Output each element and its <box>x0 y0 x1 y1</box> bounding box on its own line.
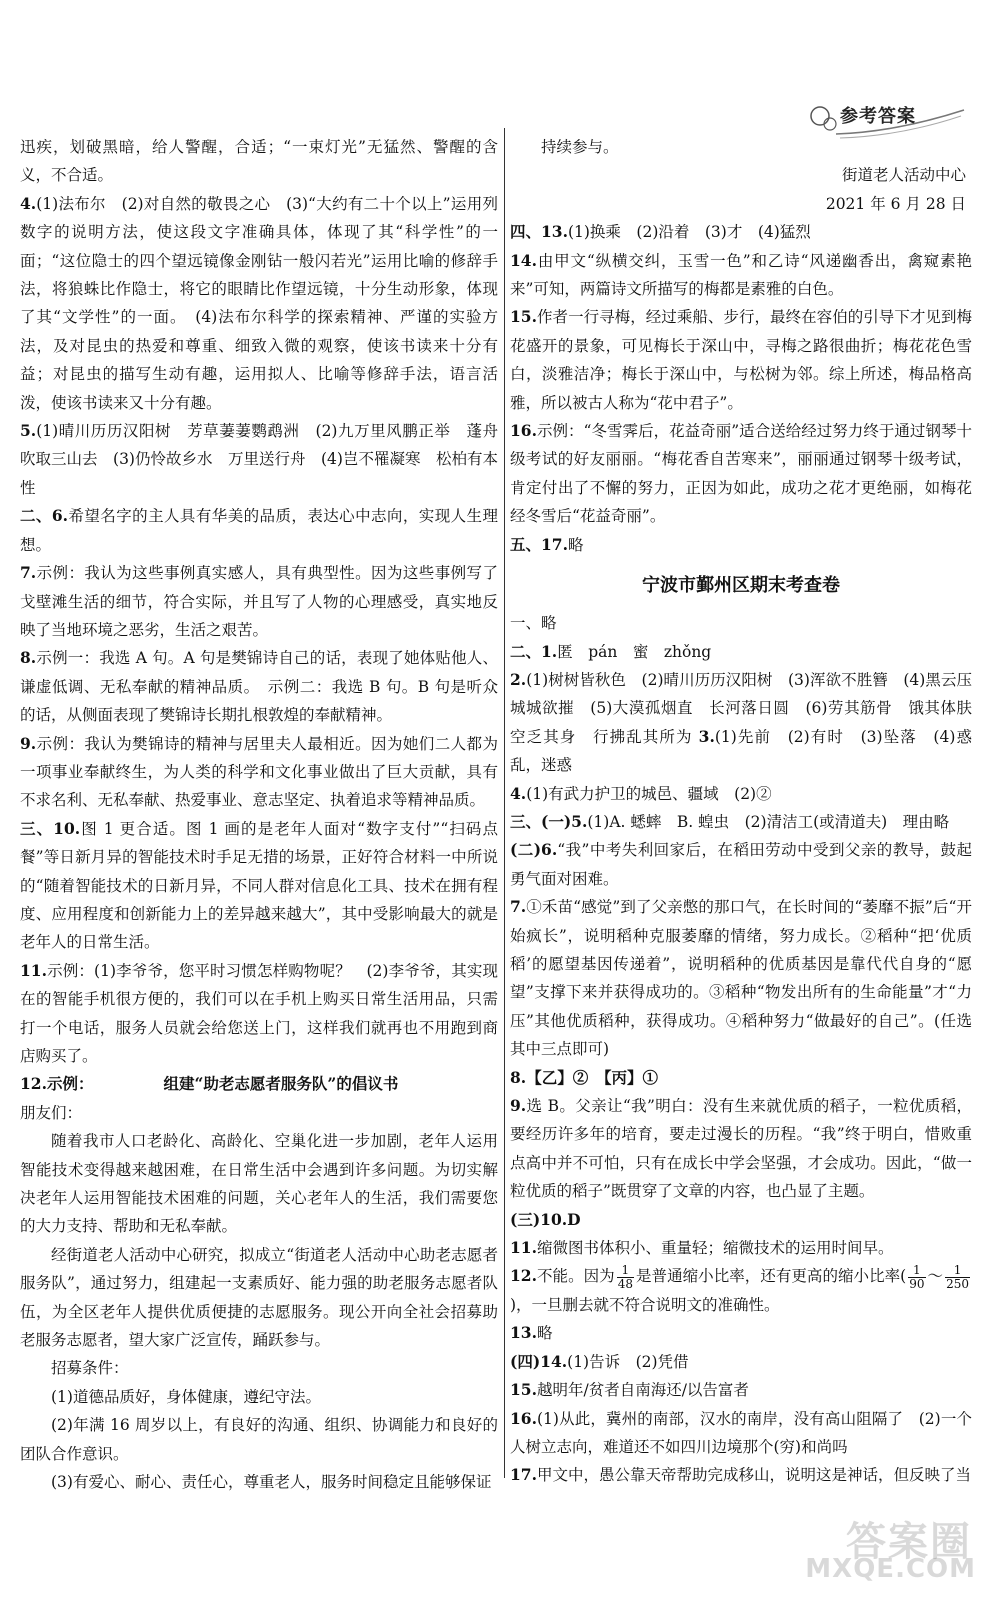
answer-12-heading: 12.示例： 组建“助老志愿者服务队”的倡议书 <box>20 1074 399 1094</box>
signature-date: 2021 年 6 月 28 日 <box>825 194 966 213</box>
exam-answer-12: 12.不能。因为 $\frac{1}{48}$ 是普通缩小比率，还有更高的缩小比率( $\frac{1}{90}$ ～ $\frac{1}{250}$ )，一旦删去就不符合说明文的准确性。 <box>510 1262 969 1314</box>
answer-7: 7.示例：我认为这些事例真实感人，具有典型性。因为这些事例写了戈壁滩生活的细节，符合实际，并且写了人物的心理感受，真实地反映了当地环境之恶劣，生活之艰苦。 <box>20 563 498 639</box>
answer-5: 5.(1)晴川历历汉阳树 芳草萋萋鹦鹉洲 (2)九万里风鹏正举 蓬舟吹取三山去 (3)仍怜故乡水 万里送行舟 (4)岂不罹凝寒 松柏有本性 <box>20 421 498 497</box>
header-title: 参考答案 <box>840 106 916 127</box>
watermark-url: MXQE.COM <box>805 1554 976 1584</box>
exam-answer-8: 8.【乙】② 【丙】① <box>510 1067 658 1087</box>
exam-answer-17: 17.甲文中，愚公靠天帝帮助完成移山，说明这是神话，但反映了当 <box>510 1465 971 1485</box>
fraction-1-48: $\frac{1}{48}$ <box>617 1262 633 1291</box>
answer-16: 16.示例：“冬雪霁后，花益奇丽”适合送给经过努力终于通过钢琴十级考试的好友丽丽。“梅花香自苦寒来”，丽丽通过钢琴十级考试，肯定付出了不懈的努力，正因为如此，成功之花才更绝丽，如梅花经冬雪后“花益奇丽”。 <box>510 421 972 526</box>
exam-answer-14: (四)14.(1)告诉 (2)凭借 <box>510 1351 689 1371</box>
exam-answer-13: 13.略 <box>510 1323 553 1343</box>
proposal-paragraph-2: 经街道老人活动中心研究，拟成立“街道老人活动中心助老志愿者服务队”，通过努力，组建起一支素质好、能力强的助老服务志愿者队伍，为全区老年人提供优质便捷的志愿服务。现公开向全社会招募助老服务志愿者，望大家广泛宣传，踊跃参与。 <box>20 1245 498 1350</box>
exam-answer-6: (二)6.“我”中考失利回家后，在稻田劳动中受到父亲的教导，鼓起勇气面对困难。 <box>510 840 972 888</box>
proposal-greeting: 朋友们： <box>20 1103 83 1122</box>
proposal-conditions-label: 招募条件： <box>51 1359 129 1378</box>
answer-14: 14.由甲文“纵横交纠，玉雪一色”和乙诗“风递幽香出，禽窥素艳来”可知，两篇诗文所描写的梅都是素雅的白色。 <box>510 250 972 299</box>
exam-answer-9: 9.选 B。父亲让“我”明白：没有生来就优质的稻子，一粒优质稻，要经历许多年的培育，要走过漫长的历程。“我”终于明白，惜败重点高中并不可怕，只有在成长中学会坚强，才会成功。因此，“做一粒优质的稻子”既贯穿了文章的内容，也凸显了主题。 <box>510 1096 972 1201</box>
answer-17: 五、17.略 <box>510 534 584 554</box>
fraction-1-90: $\frac{1}{90}$ <box>909 1262 925 1291</box>
answer-6: 二、6.希望名字的主人具有华美的品质，表达心中志向，实现人生理想。 <box>20 506 498 554</box>
proposal-condition-3: (3)有爱心、耐心、责任心，尊重老人，服务时间稳定且能够保证 <box>51 1473 492 1492</box>
proposal-paragraph-1: 随着我市人口老龄化、高龄化、空巢化进一步加剧，老年人运用智能技术变得越来越困难，在日常生活中会遇到许多问题。为切实解决老年人运用智能技术困难的问题，关心老年人的生活，我们需要您的大力支持、帮助和无私奉献。 <box>20 1132 498 1236</box>
exam-answer-16: 16.(1)从此，冀州的南部，汉水的南岸，没有高山阻隔了 (2)一个人树立志向，难道还不如四川边境那个(穷)和尚吗 <box>510 1408 972 1456</box>
answer-9: 9.示例：我认为樊锦诗的精神与居里夫人最相近。因为她们二人都为一项事业奉献终生，为人类的科学和文化事业做出了巨大贡献，具有不求名利、无私奉献、热爱事业、意志坚定、执着追求等精神品质。 <box>20 733 498 810</box>
site-watermark <box>802 1510 982 1590</box>
proposal-end: 持续参与。 <box>541 138 619 156</box>
answer-4: 4.(1)法布尔 (2)对自然的敬畏之心 (3)“大约有二十个以上”运用列数字的说明方法，使这段文字准确具体，体现了其“科学性”的一面；“这位隐士的四个望远镜像金刚钻一般闪若光”运用比喻的修辞手法，将狼蛛比作隐士，将它的眼睛比作望远镜，十分生动形象，体现了其“文学性”的一面。 (4)法布尔科学的探索精神、严谨的实验方法，及对昆虫的热爱和尊重、细致入微的观察，使该书读来十分有益；对昆虫的描写生动有趣，运用拟人、比喻等修辞手法，语言活泼，使该书读来又十分有趣。 <box>20 193 498 412</box>
column-divider <box>504 128 505 1478</box>
answer-8: 8.示例一：我选 A 句。A 句是樊锦诗自己的话，表现了她体贴他人、谦虚低调、无私奉献的精神品质。 示例二：我选 B 句。B 句是听众的话，从侧面表现了樊锦诗长期扎根敦煌的奉献精神。 <box>20 648 498 725</box>
answer-10: 三、10.图 1 更合适。图 1 画的是老年人面对“数字支付”“扫码点餐”等日新月异的智能技术时手足无措的场景，正好符合材料一中所说的“随着智能技术的日新月异，不同人群对信息化工具、技术在拥有程度、应用程度和创新能力上的差异越来越大”，其中受影响最大的就是老年人的日常生活。 <box>20 818 498 952</box>
section-title: 宁波市鄞州区期末考查卷 <box>642 575 840 597</box>
left-column <box>20 133 498 1497</box>
exam-answer-10: (三)10.D <box>510 1209 581 1229</box>
fraction-1-250: $\frac{1}{250}$ <box>946 1262 969 1291</box>
exam-answer-7: 7.①禾苗“感觉”到了父亲憋的那口气，在长时间的“萎靡不振”后“开始疯长”，说明稻种克服萎靡的情绪，努力成长。②稻种“把‘优质稻’的愿望基因传递着”，说明稻种的优质基因是靠代代自身的“愿望”支撑下来并获得成功的。③稻种“物发出所有的生命能量”才“力压”其他优质稻种，获得成功。④稻种努力“做最好的自己”。(任选其中三点即可) <box>510 897 972 1059</box>
exam-answer-15: 15.越明年/贫者自南海还/以告富者 <box>510 1380 749 1400</box>
exam-answer-5: 三、(一)5.(1)A. 蟋蟀 B. 蝗虫 (2)清洁工(或清道夫) 理由略 <box>510 811 950 831</box>
answer-15: 15.作者一行寻梅，经过乘船、步行，最终在容伯的引导下才见到梅花盛开的景象，可见梅长于深山中，寻梅之路很曲折；梅花花色雪白，淡雅洁净；梅长于深山中，与松树为邻。综上所述，梅品格高雅，所以被古人称为“花中君子”。 <box>510 307 972 412</box>
exam-answer-1: 二、1.匿 pán 蜜 zhǒng <box>510 641 712 661</box>
answer-11: 11.示例：(1)李爷爷，您平时习惯怎样购物呢？ (2)李爷爷，其实现在的智能手机很方便的，我们可以在手机上购买日常生活用品，只需打一个电话，服务人员就会给您送上门，这样我们就再也不用跑到商店购买了。 <box>20 960 498 1065</box>
exam-answer-11: 11.缩微图书体积小、重量轻；缩微技术的运用时间早。 <box>510 1238 894 1258</box>
exam-answer-part1: 一、略 <box>510 614 557 633</box>
signature-org: 街道老人活动中心 <box>841 166 966 185</box>
right-column <box>510 133 988 1490</box>
left-line-1: 迅疾，划破黑暗，给人警醒，合适；“一束灯光”无猛然、警醒的含义，不合适。 <box>20 138 498 185</box>
watermark-logo: 答案圈 <box>846 1519 972 1565</box>
exam-answer-2-3: 2.(1)树树皆秋色 (2)晴川历历汉阳树 (3)浑欲不胜簪 (4)黑云压城城欲摧 (5)大漠孤烟直 长河落日圆 (6)劳其筋骨 饿其体肤 空乏其身 行拂乱其所为 3.(1)先前 (2)有时 (3)坠落 (4)惑乱，迷惑 <box>510 669 988 775</box>
proposal-condition-2: (2)年满 16 周岁以上，有良好的沟通、组织、协调能力和良好的团队合作意识。 <box>20 1416 498 1463</box>
proposal-condition-1: (1)道德品质好，身体健康，遵纪守法。 <box>51 1387 321 1406</box>
exam-answer-4: 4.(1)有武力护卫的城邑、疆域 (2)② <box>510 783 772 803</box>
answer-13: 四、13.(1)换乘 (2)沿着 (3)才 (4)猛烈 <box>510 222 811 242</box>
